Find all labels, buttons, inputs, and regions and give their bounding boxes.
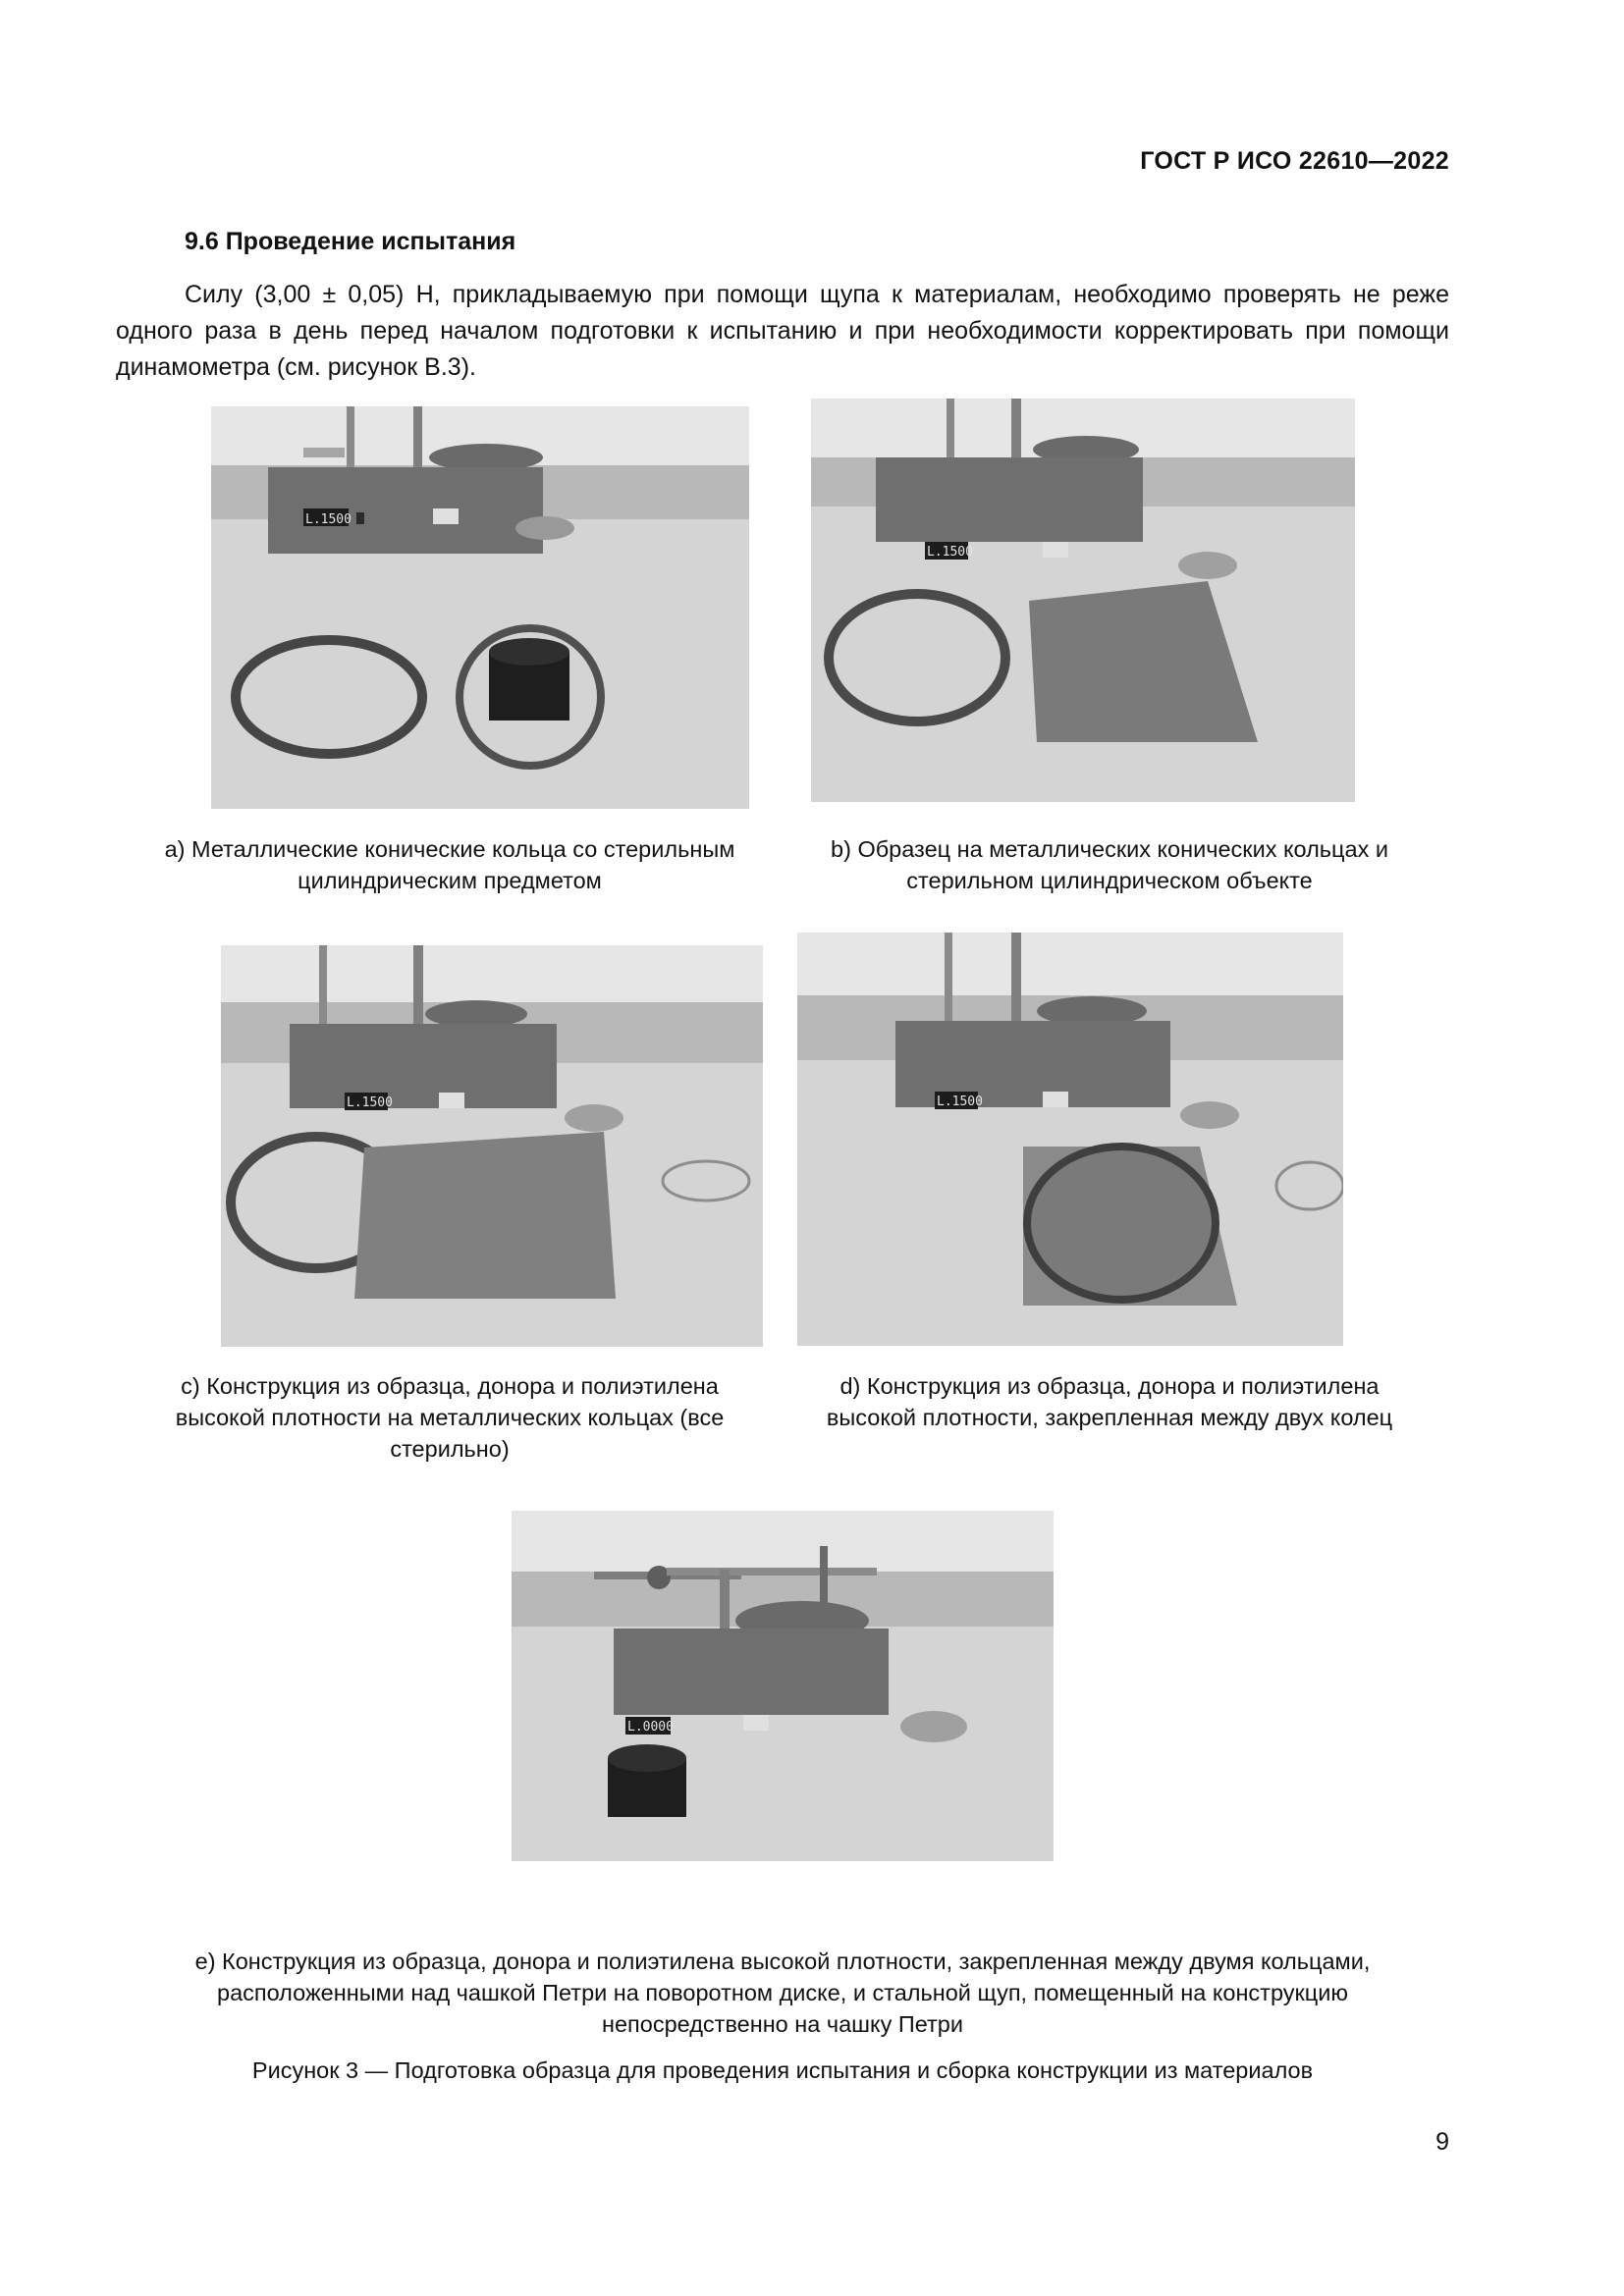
photo-e [512, 1511, 1054, 1861]
caption-d: d) Конструкция из образца, донора и полиэтилена высокой плотности, закрепленная между двух колец [826, 1373, 1393, 1430]
caption-b: b) Образец на металлических конических кольцах и стерильном цилиндрическом объекте [831, 836, 1388, 893]
caption-e: e) Конструкция из образца, донора и полиэтилена высокой плотности, закрепленная между двумя кольцами, расположенными над чашкой Петри на поворотном диске, и стальной щуп, помещенный на конструкцию непосредственно на чашку Петри [194, 1949, 1371, 2037]
photo-d [797, 933, 1343, 1346]
device-display-text-b: L.1500 [927, 545, 973, 560]
section-paragraph: Силу (3,00 ± 0,05) Н, прикладываемую при помощи щупа к материалам, необходимо проверять не реже одного раза в день перед началом подготовки к испытанию и при необходимости корректировать при помощи динамометра (см. рисунок В.3). [116, 281, 1449, 381]
photo-c [221, 945, 763, 1347]
photo-b [811, 399, 1355, 802]
figure-title: Рисунок 3 — Подготовка образца для проведения испытания и сборка конструкции из материалов [251, 2057, 1314, 2083]
caption-a: a) Металлические конические кольца со стерильным цилиндрическим предметом [164, 836, 735, 893]
photo-a [211, 406, 749, 809]
device-display-text-e: L.0000 [627, 1720, 674, 1735]
device-display-text-c: L.1500 [347, 1095, 393, 1110]
caption-c: c) Конструкция из образца, донора и полиэтилена высокой плотности на металлических кольцах (все стерильно) [175, 1373, 725, 1462]
device-display-text-a: L.1500 [305, 512, 352, 527]
section-title: 9.6 Проведение испытания [185, 228, 516, 255]
page-number: 9 [1435, 2128, 1449, 2156]
standard-code: ГОСТ Р ИСО 22610—2022 [1140, 147, 1449, 175]
device-display-text-d: L.1500 [937, 1095, 983, 1109]
